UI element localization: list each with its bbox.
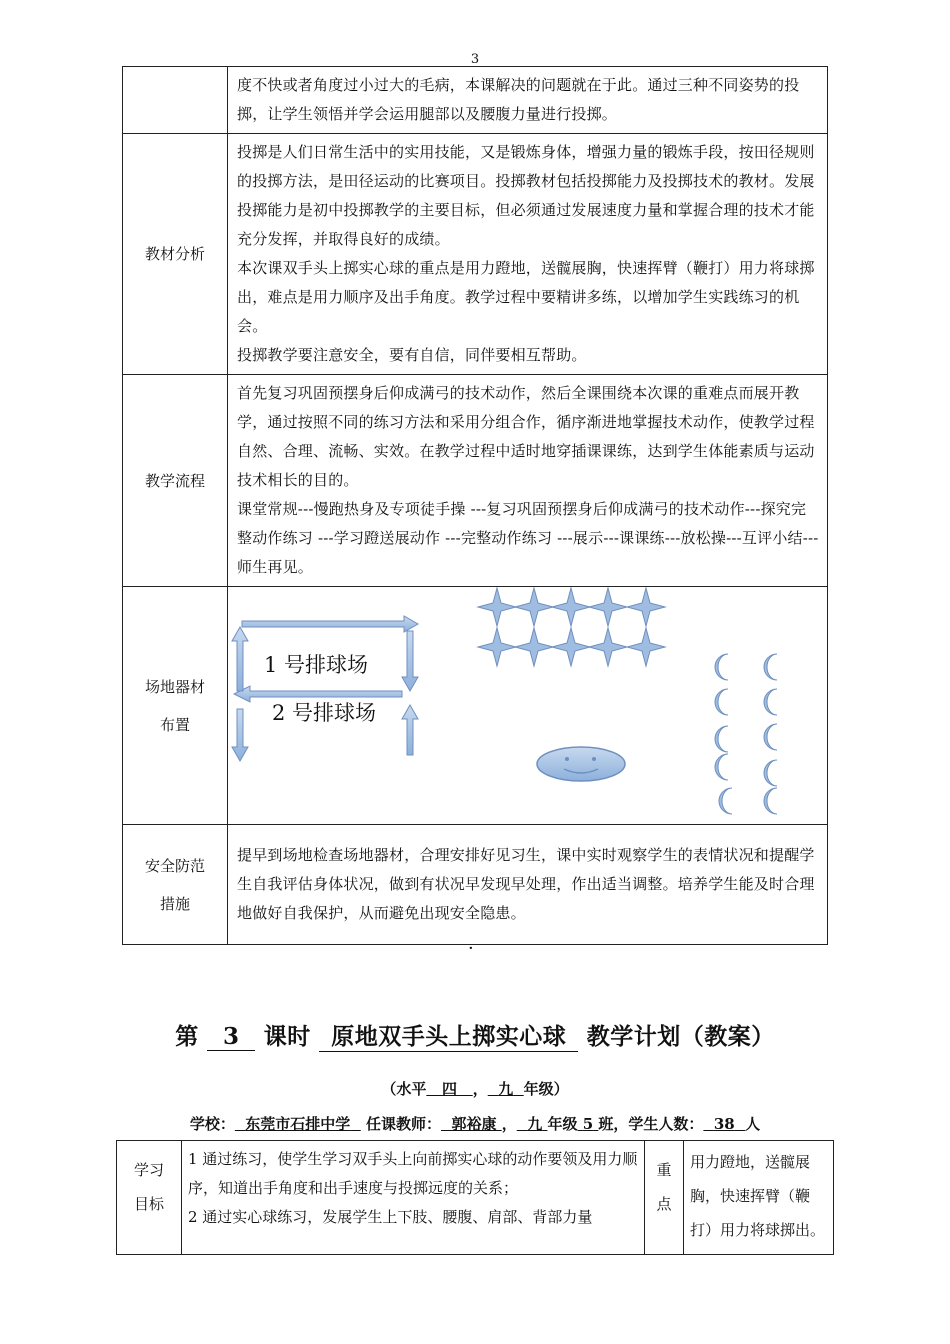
medicine-ball-icon xyxy=(715,754,728,780)
student-count: 38 xyxy=(713,1115,735,1133)
level-prefix: （水平 xyxy=(381,1080,427,1098)
title-part: 教学计划（教案） xyxy=(586,1023,775,1050)
row-label-safety xyxy=(123,825,228,945)
count-label: 人 xyxy=(745,1115,761,1133)
venue-diagram xyxy=(228,587,827,821)
medicine-ball-icon xyxy=(719,788,732,814)
class-label: 班，学生人数： xyxy=(598,1115,704,1133)
goals-content xyxy=(182,1141,645,1255)
school-label: 学校： xyxy=(189,1115,235,1133)
table-row xyxy=(123,587,828,825)
title-part: 第 xyxy=(175,1023,199,1050)
medicine-ball-icon xyxy=(715,689,728,715)
label-line: 目标 xyxy=(133,1195,164,1213)
label-line: 学习 xyxy=(133,1161,164,1179)
arrow-middle-left xyxy=(234,686,402,702)
separator: ， xyxy=(501,1115,517,1133)
medicine-ball-icon xyxy=(715,654,728,680)
goals-label xyxy=(117,1141,182,1255)
paragraph: 投掷教学要注意安全，要有自信，同伴要相互帮助。 xyxy=(237,346,587,364)
label-line: 安全防范 xyxy=(144,856,205,875)
row-label-material-analysis: 教材分析 xyxy=(123,134,228,375)
paragraph: 投掷是人们日常生活中的实用技能，又是锻炼身体，增强力量的锻炼手段，按田径规则的投掷方法，是田径运动的比赛项目。投掷教材包括投掷能力及投掷技术的教材。发展投掷能力是初中投掷教学的主要目标，但必须通过发展速度力量和掌握合理的技术才能充分发挥，并取得良好的成绩。 xyxy=(237,143,815,248)
student-star-icon xyxy=(478,588,516,626)
medicine-ball-icon xyxy=(764,689,777,715)
students-star-formation xyxy=(478,588,665,666)
paragraph: 度不快或者角度过小过大的毛病，本课解决的问题就在于此。通过三种不同姿势的投掷，让学生领悟并学会运用腿部以及腰腹力量进行投掷。 xyxy=(237,76,800,123)
label-line: 点 xyxy=(656,1195,672,1213)
goal-item: 2 通过实心球练习，发展学生上下肢、腰腹、肩部、背部力量 xyxy=(188,1208,593,1226)
paragraph: 提早到场地检查场地器材，合理安排好见习生，课中实时观察学生的表情状况和提醒学生自我评估身体状况，做到有状况早发现早处理，作出适当调整。培养学生能及时合理地做好自我保护，从而避免出现安全隐患。 xyxy=(237,846,815,922)
label-line: 措施 xyxy=(159,894,190,913)
paragraph: 本次课双手头上掷实心球的重点是用力蹬地，送髋展胸，快速挥臂（鞭打）用力将球掷出，难点是用力顺序及出手角度。教学过程中要精讲多练，以增加学生实践练习的机会。 xyxy=(237,259,815,335)
title-lesson-number: 3 xyxy=(207,1023,255,1051)
student-star-icon xyxy=(627,628,665,666)
court-2-label: 2 号排球场 xyxy=(272,701,377,725)
student-star-icon xyxy=(552,588,590,626)
teacher-smiley-icon xyxy=(537,747,625,781)
grade-value: 九 xyxy=(498,1080,514,1098)
paragraph: 首先复习巩固预摆身后仰成满弓的技术动作，然后全课围绕本次课的重难点而展开教学，通过按照不同的练习方法和采用分组合作，循序渐进地掌握技术动作，使教学过程自然、合理、流畅、实效。在教学过程中适时地穿插课课练，达到学生体能素质与运动技术相长的目的。 xyxy=(237,384,815,489)
level-value: 四 xyxy=(442,1080,458,1098)
medicine-ball-icon xyxy=(764,788,777,814)
title-part: 课时 xyxy=(263,1023,311,1050)
table-row xyxy=(123,67,828,134)
student-star-icon xyxy=(478,628,516,666)
table-row xyxy=(123,134,828,375)
table-row xyxy=(117,1141,834,1255)
arrow-bottom-right-up xyxy=(402,705,418,755)
row-content xyxy=(228,134,828,375)
goal-item: 1 通过练习，使学生学习双手头上向前掷实心球的动作要领及用力顺序，知道出手角度和出手速度与投掷远度的关系； xyxy=(188,1150,638,1197)
row-label-venue-layout xyxy=(123,587,228,825)
venue-diagram-cell xyxy=(228,587,828,825)
arrow-left-up xyxy=(232,627,248,691)
separator-dot: · xyxy=(468,938,474,959)
row-content xyxy=(228,67,828,134)
venue-diagram-svg xyxy=(228,587,828,821)
teacher-name: 郭裕康 xyxy=(451,1115,497,1133)
class-number: 5 xyxy=(582,1115,594,1133)
court-1-label: 1 号排球场 xyxy=(264,653,369,677)
lesson-info-table xyxy=(122,66,828,945)
key-points-label xyxy=(645,1141,684,1255)
medicine-ball-icon xyxy=(764,724,777,750)
medicine-balls-formation xyxy=(715,654,777,814)
label-line: 场地器材 xyxy=(144,677,205,696)
student-star-icon xyxy=(552,628,590,666)
school-line xyxy=(0,1113,950,1134)
title-topic: 原地双手头上掷实心球 xyxy=(319,1018,578,1052)
row-label-empty xyxy=(123,67,228,134)
label-line: 重 xyxy=(656,1161,672,1179)
student-star-icon xyxy=(627,588,665,626)
arrow-right-down xyxy=(402,631,418,691)
arrow-bottom-left-down xyxy=(232,709,248,761)
row-content xyxy=(228,825,828,945)
school-name: 东莞市石排中学 xyxy=(245,1115,351,1133)
page-number: 3 xyxy=(470,52,480,67)
level-separator: ， xyxy=(472,1080,488,1098)
student-star-icon xyxy=(515,628,553,666)
table-row xyxy=(123,375,828,587)
row-content xyxy=(228,375,828,587)
medicine-ball-icon xyxy=(764,760,777,786)
medicine-ball-icon xyxy=(715,726,728,752)
paragraph: 课堂常规---慢跑热身及专项徒手操 ---复习巩固预摆身后仰成满弓的技术动作---探究完整动作练习 ---学习蹬送展动作 ---完整动作练习 ---展示---课课练---放松操---互评小结---师生再见。 xyxy=(237,500,819,576)
grade: 九 xyxy=(527,1115,543,1133)
medicine-ball-icon xyxy=(764,654,777,680)
student-star-icon xyxy=(589,628,627,666)
key-points-content: 用力蹬地，送髋展胸，快速挥臂（鞭打）用力将球掷出。 xyxy=(684,1141,834,1255)
arrow-top-right xyxy=(242,616,418,632)
lesson-title xyxy=(0,1018,950,1052)
student-star-icon xyxy=(515,588,553,626)
grade-label: 年级 xyxy=(547,1115,578,1133)
teacher-label: 任课教师： xyxy=(366,1115,442,1133)
label-line: 布置 xyxy=(159,715,190,734)
level-line xyxy=(0,1078,950,1099)
level-suffix: 年级） xyxy=(523,1080,569,1098)
student-star-icon xyxy=(589,588,627,626)
row-label-teaching-process: 教学流程 xyxy=(123,375,228,587)
table-row xyxy=(123,825,828,945)
goals-table xyxy=(116,1140,834,1255)
